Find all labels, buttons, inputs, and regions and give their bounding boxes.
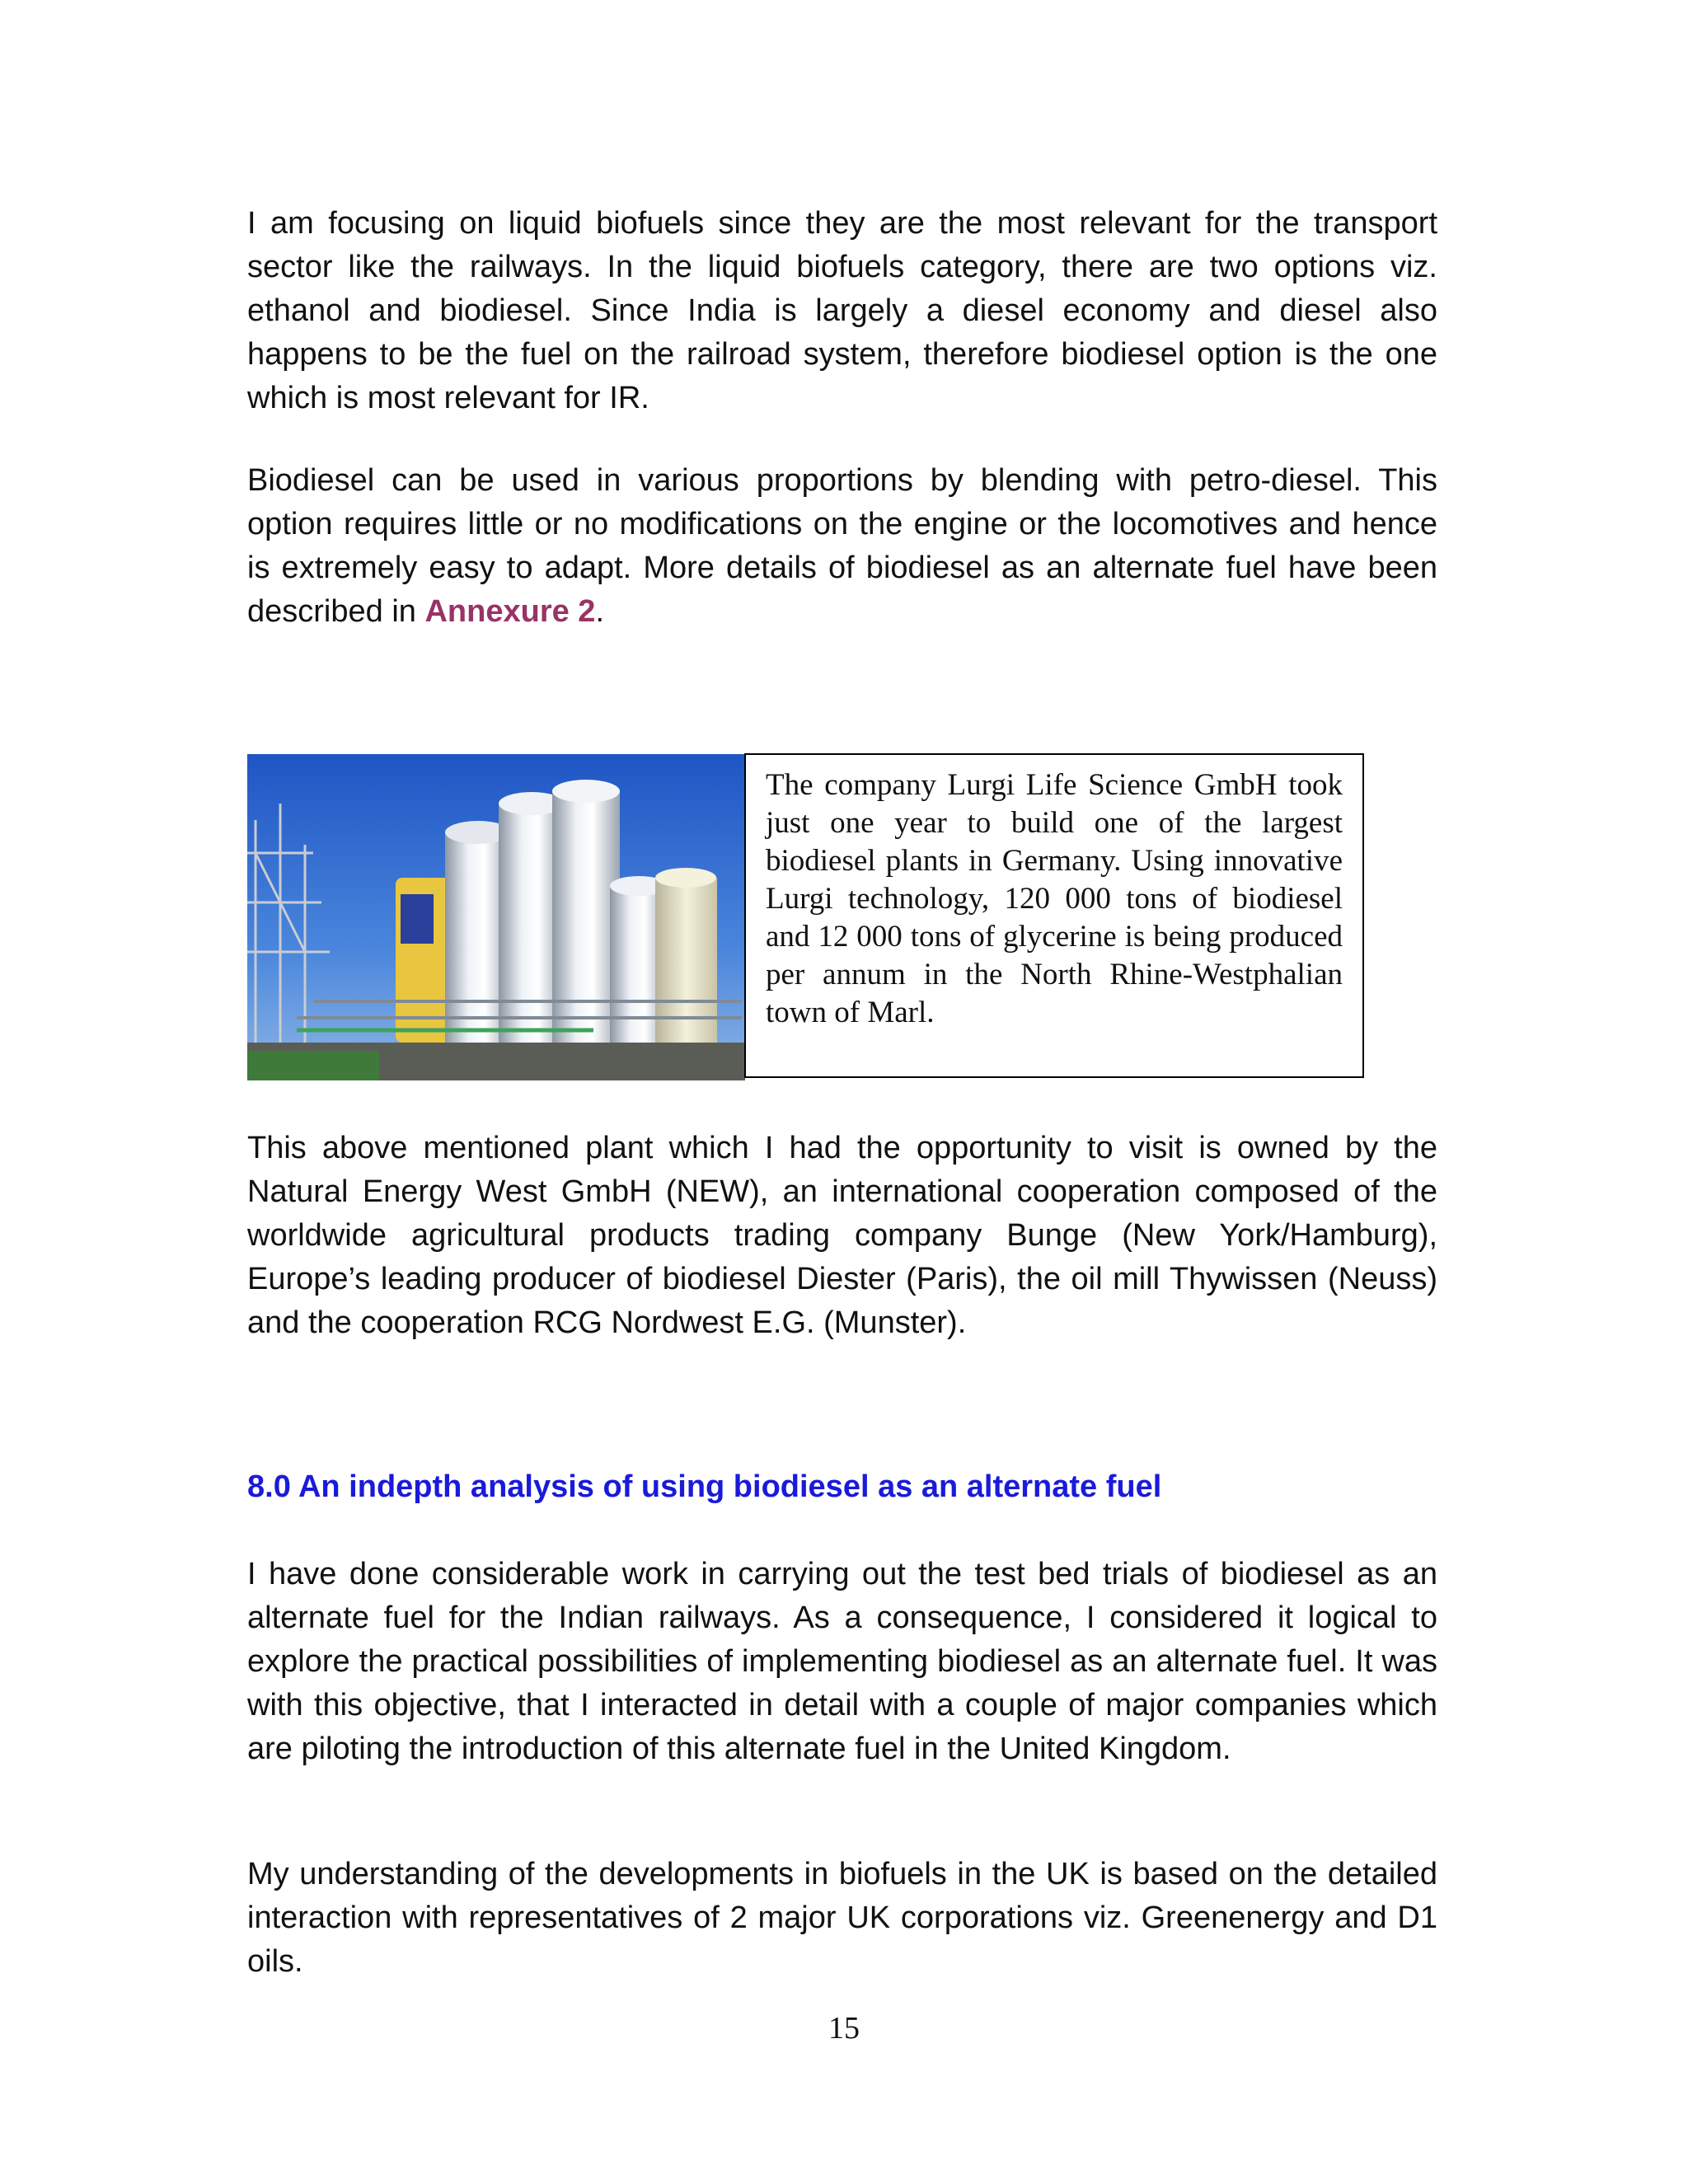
paragraph-liquid-biofuels: I am focusing on liquid biofuels since they are the most relevant for the transport sector like the railways. In the liquid biofuels category, there are two options viz. ethanol and biodiesel. Since India is largely a diesel economy and diesel also happens to be the fuel on the railroad system, therefore biodiesel option is the one which is most relevant for IR. <box>247 206 1437 415</box>
paragraph-test-bed-trials: I have done considerable work in carrying out the test bed trials of biodiesel as an alternate fuel for the Indian railways. As a consequence, I considered it logical to explore the practical possibilities of implementing biodiesel as an alternate fuel. It was with this objective, that I interacted in detail with a couple of major companies which are piloting the introduction of this alternate fuel in the United Kingdom. <box>247 1557 1437 1766</box>
paragraph-biodiesel-blending-text: Biodiesel can be used in various proportions by blending with petro-diesel. This option requires little or no modifications on the engine or the locomotives and hence is extremely easy to adapt. More details of biodiesel as an alternate fuel have been described in <box>247 463 1437 629</box>
photo-caption-box <box>744 753 1364 1078</box>
page-number: 15 <box>828 2011 860 2046</box>
photo-caption: The company Lurgi Life Science GmbH took just one year to build one of the largest biodiesel plants in Germany. Using innovative Lurgi technology, 120 000 tons of biodiesel and 12 000 tons of glycerine is being produced per annum in the North Rhine-Westphalian town of Marl. <box>766 768 1343 1029</box>
biodiesel-plant-photo <box>247 754 745 1080</box>
annexure-2-reference: Annexure 2 <box>424 594 596 629</box>
paragraph-biodiesel-blending <box>247 459 1437 634</box>
paragraph-biodiesel-blending-end: . <box>595 594 604 629</box>
section-heading: 8.0 An indepth analysis of using biodiesel as an alternate fuel <box>247 1469 1162 1504</box>
paragraph-natural-energy-west: This above mentioned plant which I had the opportunity to visit is owned by the Natural Energy West GmbH (NEW), an international cooperation composed of the worldwide agricultural products trading company Bunge (New York/Hamburg), Europe’s leading producer of biodiesel Diester (Paris), the oil mill Thywissen (Neuss) and the cooperation RCG Nordwest E.G. (Munster). <box>247 1131 1437 1340</box>
paragraph-uk-developments: My understanding of the developments in biofuels in the UK is based on the detailed interaction with representatives of 2 major UK corporations viz. Greenenergy and D1 oils. <box>247 1857 1437 1979</box>
